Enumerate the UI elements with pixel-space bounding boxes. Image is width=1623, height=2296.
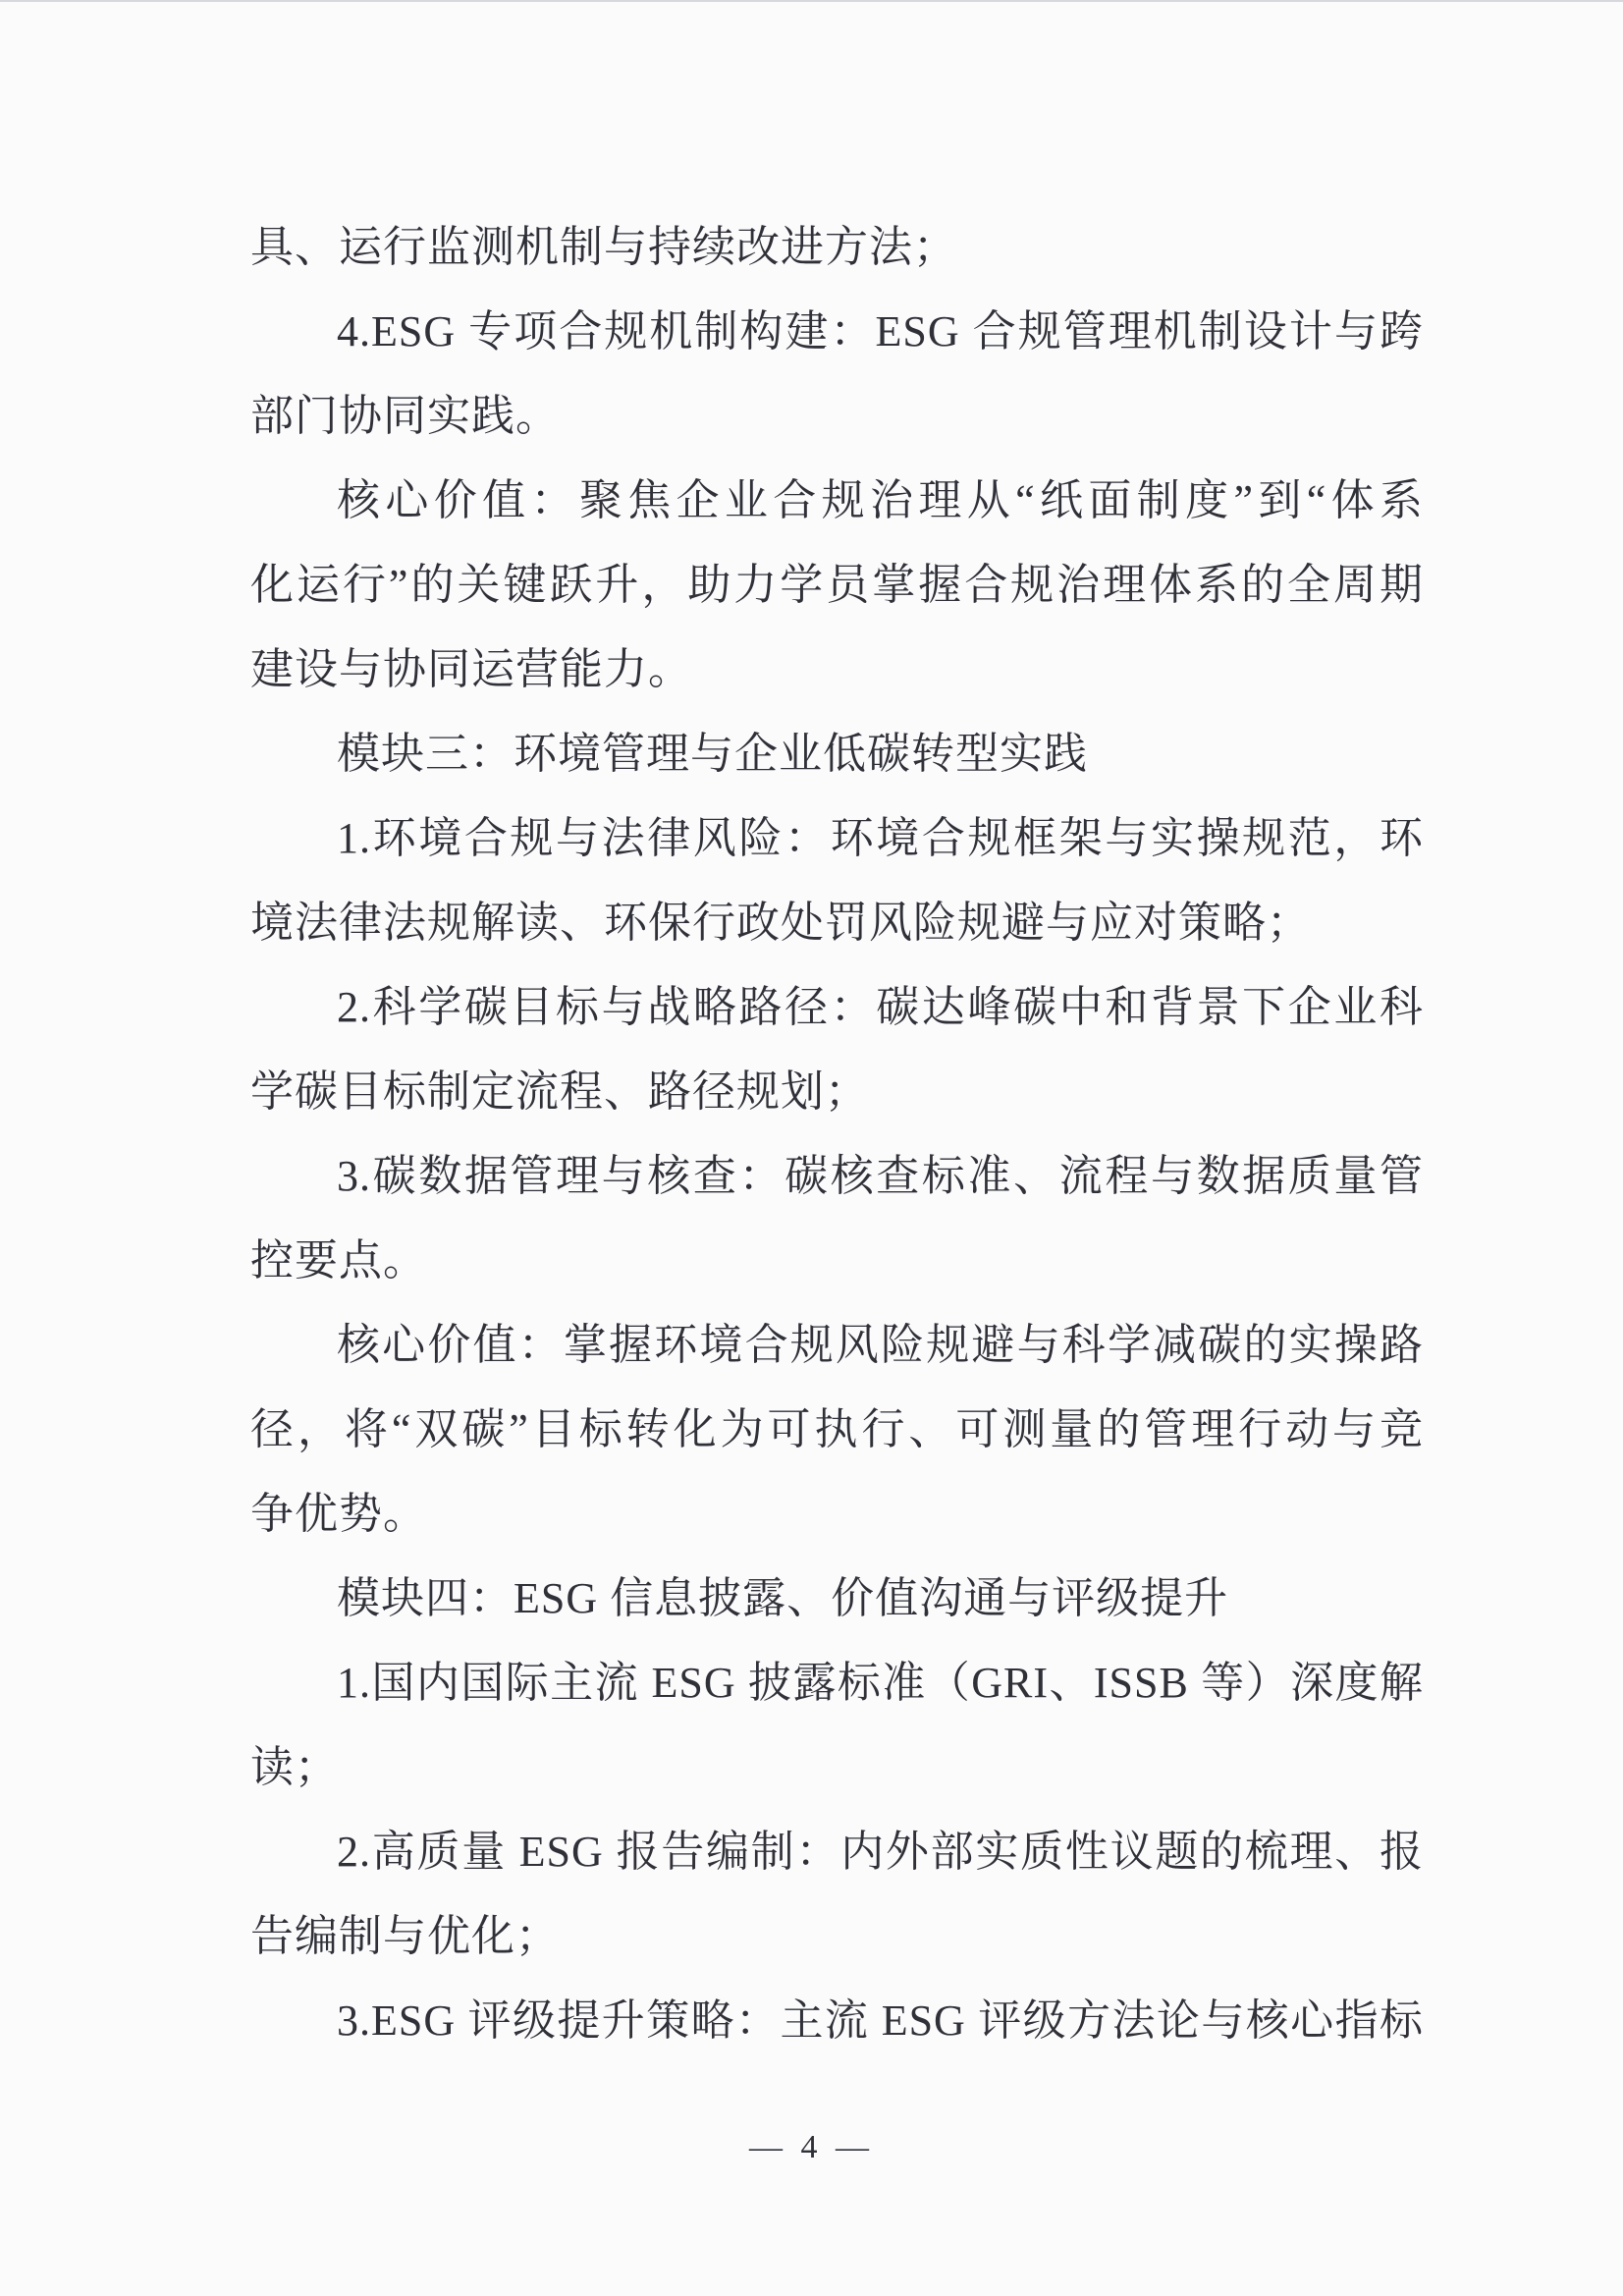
page-footer — [0, 2129, 1623, 2166]
body-line: 部门协同实践。 — [250, 392, 560, 440]
body-line-module-4-heading: 模块四：ESG 信息披露、价值沟通与评级提升 — [337, 1574, 1229, 1622]
body-line: 径，将“双碳”目标转化为可执行、可测量的管理行动与竞 — [250, 1405, 1424, 1453]
body-line: 控要点。 — [250, 1236, 427, 1285]
body-line: 告编制与优化； — [250, 1912, 560, 1960]
body-line: 学碳目标制定流程、路径规划； — [250, 1067, 869, 1116]
body-line: 境法律法规解读、环保行政处罚风险规避与应对策略； — [250, 899, 1311, 947]
body-line: 化运行”的关键跃升，助力学员掌握合规治理体系的全周期 — [250, 561, 1424, 609]
body-line-module-3-heading: 模块三：环境管理与企业低碳转型实践 — [337, 730, 1088, 778]
body-line: 建设与协同运营能力。 — [250, 645, 692, 693]
body-line: 4.ESG 专项合规机制构建：ESG 合规管理机制设计与跨 — [337, 307, 1424, 355]
body-line: 核心价值：聚焦企业合规治理从“纸面制度”到“体系 — [337, 476, 1424, 524]
body-line: 1.环境合规与法律风险：环境合规框架与实操规范，环 — [337, 814, 1424, 862]
body-line: 2.高质量 ESG 报告编制：内外部实质性议题的梳理、报 — [337, 1828, 1424, 1876]
body-line: 3.碳数据管理与核查：碳核查标准、流程与数据质量管 — [337, 1152, 1424, 1200]
page-number: — 4 — — [749, 2129, 874, 2165]
body-line: 争优势。 — [250, 1490, 427, 1538]
body-line: 1.国内国际主流 ESG 披露标准（GRI、ISSB 等）深度解 — [337, 1659, 1424, 1707]
body-line: 2.科学碳目标与战略路径：碳达峰碳中和背景下企业科 — [337, 983, 1424, 1031]
body-line: 核心价值：掌握环境合规风险规避与科学减碳的实操路 — [337, 1321, 1424, 1369]
body-line: 3.ESG 评级提升策略：主流 ESG 评级方法论与核心指标 — [337, 1996, 1424, 2045]
document-body — [250, 205, 1424, 2063]
scan-edge-artifact — [0, 0, 1623, 2]
body-line: 读； — [250, 1743, 339, 1791]
body-line: 具、运行监测机制与持续改进方法； — [250, 223, 957, 271]
